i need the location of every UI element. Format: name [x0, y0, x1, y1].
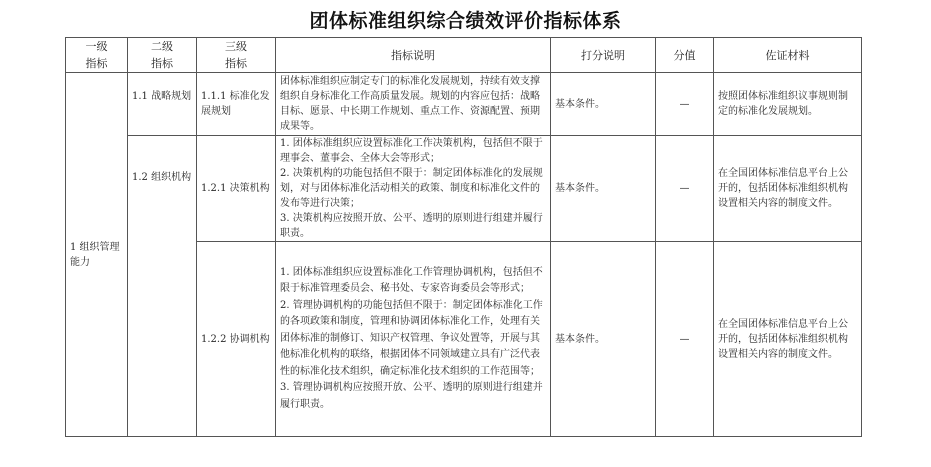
- header-level3-line2: 指标: [225, 57, 247, 70]
- header-description: 指标说明: [276, 38, 551, 73]
- description-item: 1. 团体标准组织应设置标准化工作决策机构，包括但不限于理事会、董事会、全体大会等形式；: [280, 138, 543, 164]
- table-row: [66, 136, 862, 242]
- scoring-cell: [551, 242, 656, 437]
- score-cell: [656, 136, 714, 242]
- evidence-cell: [714, 136, 862, 242]
- evidence-cell: [714, 73, 862, 136]
- description-item: 3. 决策机构应按照开放、公平、透明的原则进行组建并履行职责。: [280, 213, 543, 239]
- description-item: 2. 管理协调机构的功能包括但不限于：制定团体标准化工作的各项政策和制度，管理和协调团体标准化工作，处理有关团体标准的制修订、知识产权管理、争议处置等，开展与其他标准化机构的联络，根据团体不同领域建立具有广泛代表性的标准化技术组织，确定标准化技术组织的工作范围等；: [280, 299, 543, 377]
- header-level1-line1: 一级: [85, 40, 108, 53]
- scoring-cell: [551, 73, 656, 136]
- level2-cell: [128, 73, 197, 136]
- scoring-text: 基本条件。: [555, 333, 605, 345]
- score-cell: [656, 242, 714, 437]
- level1-cell: [66, 73, 128, 437]
- level3-label: 1.1.1 标准化发展规划: [201, 91, 270, 117]
- header-score: 分值: [656, 38, 714, 73]
- indicator-table: [65, 37, 862, 437]
- scoring-text: 基本条件。: [555, 98, 605, 110]
- header-level2-line2: 指标: [151, 57, 173, 70]
- page-title: 团体标准组织综合绩效评价指标体系: [309, 10, 622, 32]
- score-value: —: [679, 183, 690, 194]
- level2-label: 1.2 组织机构: [132, 172, 192, 183]
- header-level3: [197, 38, 276, 73]
- description-cell: [276, 242, 551, 437]
- level1-label: 1 组织管理能力: [70, 241, 120, 268]
- level3-label: 1.2.1 决策机构: [201, 183, 270, 194]
- score-cell: [656, 73, 714, 136]
- header-level2: [128, 38, 197, 73]
- description-text: 团体标准组织应制定专门的标准化发展规划，持续有效支撑组织自身标准化工作高质量发展。规划的内容应包括：战略目标、愿景、中长期工作规划、重点工作、资源配置、预期成果等。: [280, 76, 540, 132]
- level2-cell: [128, 136, 197, 437]
- header-evidence: 佐证材料: [714, 38, 862, 73]
- header-level1: [66, 38, 128, 73]
- evidence-text: 在全国团体标准信息平台上公开的，包括团体标准组织机构设置相关内容的制度文件。: [718, 168, 848, 209]
- header-level1-line2: 指标: [85, 57, 108, 70]
- level2-label: 1.1 战略规划: [132, 91, 192, 102]
- description-item: 2. 决策机构的功能包括但不限于：制定团体标准化的发展规划，对与团体标准化活动相关的政策、制度和标准化文件的发布等进行决策；: [280, 168, 543, 209]
- score-value: —: [679, 333, 690, 345]
- description-item: 3. 管理协调机构应按照开放、公平、透明的原则进行组建并履行职责。: [280, 382, 543, 410]
- scoring-cell: [551, 136, 656, 242]
- description-cell: [276, 73, 551, 136]
- table-row: [66, 73, 862, 136]
- evidence-cell: [714, 242, 862, 437]
- header-level2-line1: 二级: [151, 40, 173, 53]
- header-row: [66, 38, 862, 73]
- description-item: 1. 团体标准组织应设置标准化工作管理协调机构，包括但不限于标准管理委员会、秘书处、专家咨询委员会等形式；: [280, 266, 543, 295]
- evidence-text: 按照团体标准组织议事规则制定的标准化发展规划。: [718, 91, 848, 117]
- level3-cell: [197, 73, 276, 136]
- header-level3-line1: 三级: [225, 40, 247, 53]
- description-cell: [276, 136, 551, 242]
- score-value: —: [679, 98, 690, 110]
- evidence-text: 在全国团体标准信息平台上公开的，包括团体标准组织机构设置相关内容的制度文件。: [718, 318, 848, 360]
- level3-cell: [197, 242, 276, 437]
- level3-label: 1.2.2 协调机构: [201, 333, 270, 345]
- header-scoring: 打分说明: [551, 38, 656, 73]
- scoring-text: 基本条件。: [555, 183, 605, 194]
- level3-cell: [197, 136, 276, 242]
